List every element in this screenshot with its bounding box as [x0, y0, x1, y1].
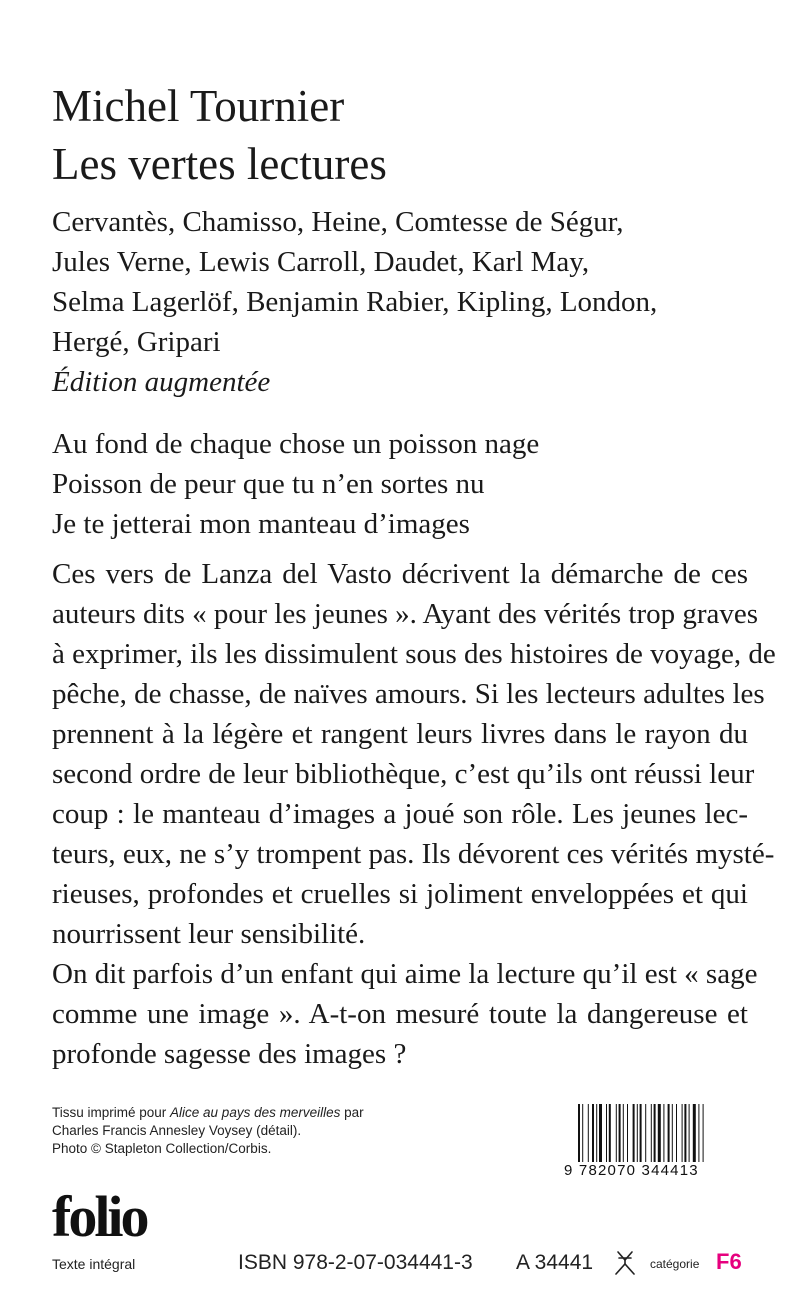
blurb-line: second ordre de leur bibliothèque, c’est qu’ils ont réussi leur: [52, 758, 755, 790]
blurb-line: coup : le manteau d’images a joué son rôle. Les jeunes lec-: [52, 798, 748, 830]
poem-line: Je te jetterai mon manteau d’images: [52, 508, 470, 540]
epigraph-poem: [52, 424, 539, 544]
blurb-line: rieuses, profondes et cruelles si joliment enveloppées et qui: [52, 878, 748, 910]
isbn-number: ISBN 978-2-07-034441-3: [238, 1251, 473, 1274]
author-name: Michel Tournier: [52, 81, 345, 131]
category-label: catégorie: [650, 1257, 700, 1271]
folio-logo: folio: [52, 1184, 147, 1249]
subject-line: Selma Lagerlöf, Benjamin Rabier, Kipling, London,: [52, 286, 658, 318]
edition-label: Édition augmentée: [52, 366, 271, 398]
book-title: Les vertes lectures: [52, 139, 387, 189]
poem-line: Au fond de chaque chose un poisson nage: [52, 428, 540, 460]
blurb-line: profonde sagesse des images ?: [52, 1038, 407, 1070]
credit-prefix: Tissu imprimé pour: [52, 1105, 171, 1120]
category-code: F6: [716, 1249, 742, 1274]
subject-line: Hergé, Gripari: [52, 326, 221, 358]
barcode-digits: 9 782070 344413: [564, 1162, 699, 1179]
subject-line: Cervantès, Chamisso, Heine, Comtesse de Ségur,: [52, 206, 624, 238]
credit-line: [52, 1104, 364, 1122]
blurb-line: auteurs dits « pour les jeunes ». Ayant des vérités trop graves: [52, 598, 759, 630]
blurb-line: comme une image ». A-t-on mesuré toute la dangereuse et: [52, 998, 748, 1030]
publisher-tagline: Texte intégral: [52, 1256, 136, 1272]
back-cover-blurb: [52, 554, 776, 1074]
blurb-line: teurs, eux, ne s’y trompent pas. Ils dévorent ces vérités mysté-: [52, 838, 775, 870]
image-credits: [52, 1104, 364, 1158]
blurb-line: On dit parfois d’un enfant qui aime la lecture qu’il est « sage: [52, 958, 758, 990]
price-category-symbol-icon: [610, 1248, 640, 1276]
blurb-line: pêche, de chasse, de naïves amours. Si les lecteurs adultes les: [52, 678, 765, 710]
subject-line: Jules Verne, Lewis Carroll, Daudet, Karl May,: [52, 246, 590, 278]
poem-line: Poisson de peur que tu n’en sortes nu: [52, 468, 485, 500]
credit-line: Photo © Stapleton Collection/Corbis.: [52, 1141, 272, 1156]
credit-work-title: Alice au pays des merveilles: [170, 1105, 341, 1120]
credit-line: Charles Francis Annesley Voysey (détail).: [52, 1123, 302, 1138]
blurb-line: prennent à la légère et rangent leurs livres dans le rayon du: [52, 718, 748, 750]
blurb-line: à exprimer, ils les dissimulent sous des histoires de voyage, de: [52, 638, 776, 670]
catalog-code: A 34441: [516, 1251, 594, 1274]
subject-authors-list: [52, 202, 772, 362]
credit-suffix: par: [340, 1105, 364, 1120]
blurb-line: Ces vers de Lanza del Vasto décrivent la démarche de ces: [52, 558, 748, 590]
blurb-line: nourrissent leur sensibilité.: [52, 918, 366, 950]
